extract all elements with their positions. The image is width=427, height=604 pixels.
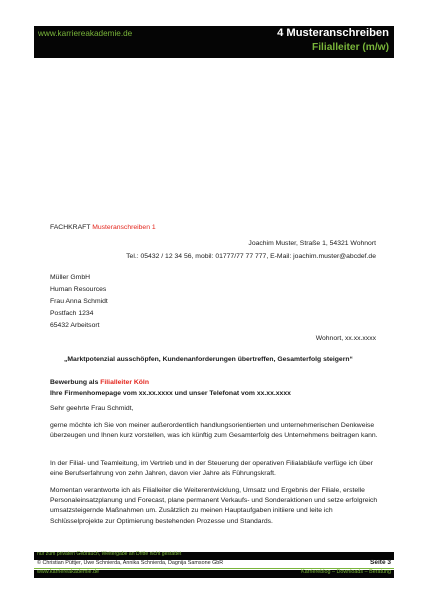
recipient-department: Human Resources [50,286,107,293]
footer-copyright: © Christian Püttjer, Uwe Schnierda, Annika Schnierda, Dagnija Samsone GbR [37,560,224,566]
footer-note: nur zum privaten Gebrauch, Weitergabe an Dritte nicht gestattet [37,551,182,557]
body-paragraph-1: gerne möchte ich Sie von meiner außerordentlich handlungsorientierten und unternehmerischen Denkweise überzeugen und Ihnen kurz vorstellen, was ich künftig zum Gesamterfolg des Unternehmens beitragen kann. [50,422,378,440]
document-label-prefix: FACHKRAFT [50,224,91,231]
subject-line [50,378,149,388]
salutation: Sehr geehrte Frau Schmidt, [50,405,134,412]
subject-highlight: Filialleiter Köln [100,379,149,386]
footer-blog: Karriereblog – Downloads – Beratung [301,569,391,575]
recipient-city: 65432 Arbeitsort [50,322,100,329]
body-paragraph-3: Momentan verantworte ich als Filialleiter die Weiterentwicklung, Umsatz und Ergebnis der Filiale, erstelle Personaleinsatzplanung und Forecast, plane permanent Verkaufs- und Sonderaktionen und setze erfolgreich umsatzsteigernde Maßnahmen um. Zusätzlich zu meinen Hauptaufgaben initiiere und leite ich Schlüsselprojekte zur Optimierung bestehenden Prozesse und Standards. [50,487,378,525]
footer-url: www.karriereakademie.de [37,569,100,575]
header-url: www.karriereakademie.de [38,29,133,38]
header-bar [34,26,394,58]
footer-bar [34,570,394,578]
subject-reference: Ihre Firmenhomepage vom xx.xx.xxxx und unser Telefonat vom xx.xx.xxxx [50,390,291,397]
sender-contact: Tel.: 05432 / 12 34 56, mobil: 01777/77 77 777, E-Mail: joachim.muster@abcdef.de [126,253,376,260]
page-number: Seite 3 [370,559,391,566]
document-label [50,223,156,233]
header-title: 4 Musteranschreiben [277,27,389,39]
footer-note-bar [34,552,394,560]
subject-prefix: Bewerbung als [50,379,99,386]
recipient-person: Frau Anna Schmidt [50,298,108,305]
recipient-company: Müller GmbH [50,274,91,281]
motto-line: „Marktpotenzial ausschöpfen, Kundenanforderungen übertreffen, Gesamterfolg steigern“ [64,356,353,363]
body-paragraph-2: In der Filial- und Teamleitung, im Vertrieb und in der Steuerung der operativen Filialabläufe verfüge ich über eine Berufserfahrung von zehn Jahren, davon vier Jahre als Führungskraft. [50,460,373,478]
recipient-box: Postfach 1234 [50,310,94,317]
date-line: Wohnort, xx.xx.xxxx [315,335,376,342]
header-subtitle: Filialleiter (m/w) [312,42,389,53]
sender-address: Joachim Muster, Straße 1, 54321 Wohnort [248,240,376,247]
document-label-suffix: Musteranschreiben 1 [92,224,156,231]
